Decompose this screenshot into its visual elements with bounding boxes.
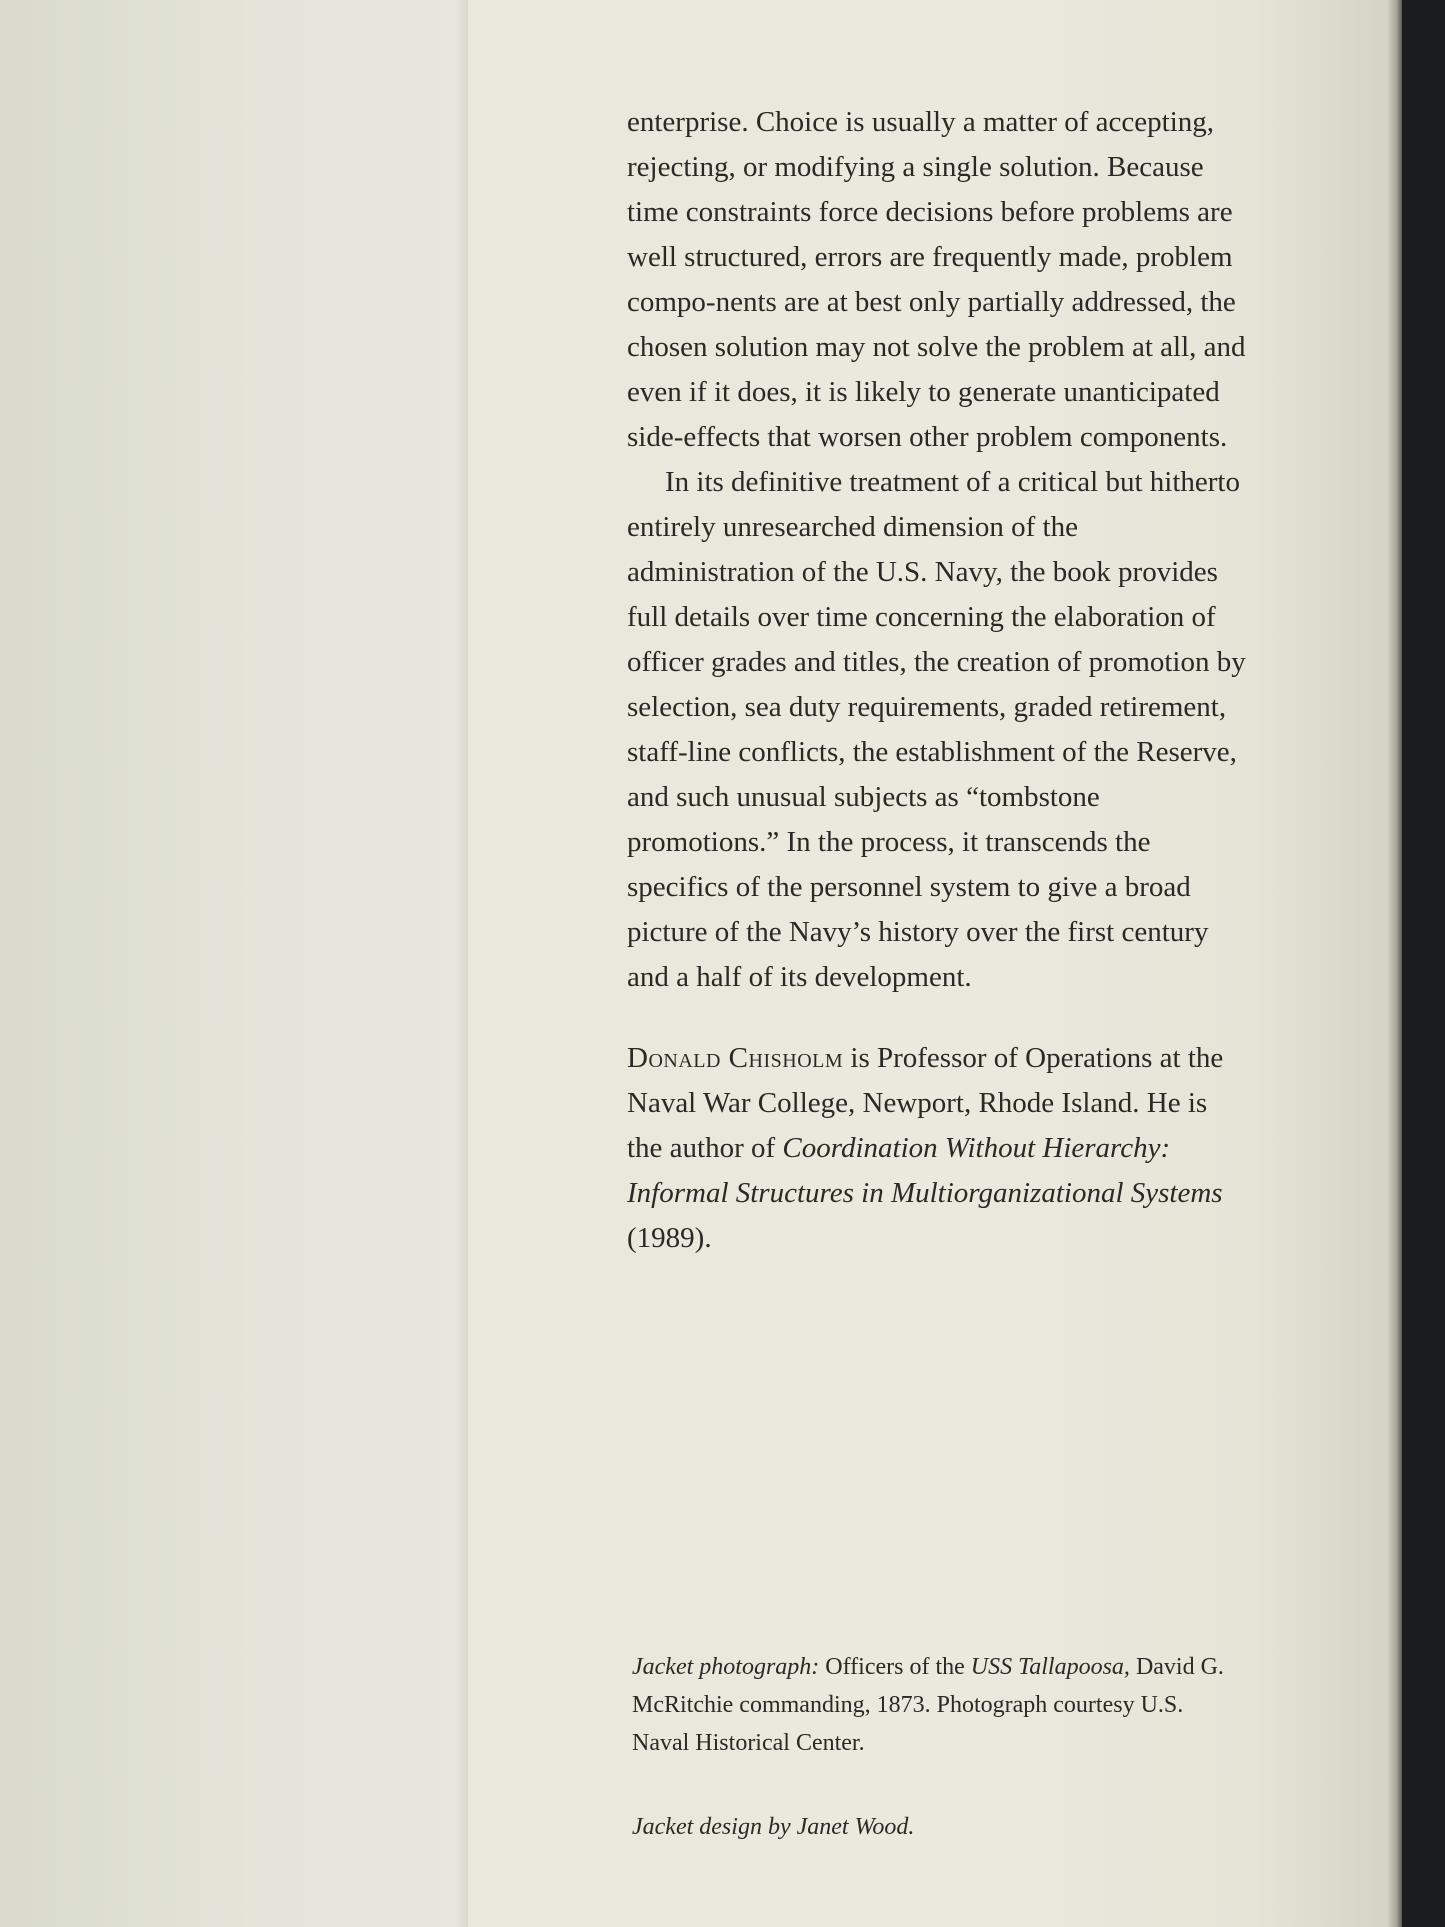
body-paragraph-1: enterprise. Choice is usually a matter of accepting, rejecting, or modifying a single solution. Because time constraints force decisions before problems are well structured, errors are frequently made, problem compo-nents are at best only partially addressed, the chosen solution may not solve the problem at all, and even if it does, it is likely to generate unanticipated side-effects that worsen other problem components. (627, 106, 1246, 453)
body-paragraph-2: In its definitive treatment of a critical but hitherto entirely unresearched dimension of the administration of the U.S. Navy, the book provides full details over time concerning the elaboration of officer grades and titles, the creation of promotion by selection, sea duty requirements, graded retirement, staff-line conflicts, the establishment of the Reserve, and such unusual subjects as “tombstone promotions.” In the process, it transcends the specifics of the personnel system to give a broad picture of the Navy’s history over the first century and a half of its development. (627, 466, 1246, 993)
author-bio (627, 1036, 1247, 1261)
photo-credit-text-2: David G. McRitchie commanding, 1873. Photograph courtesy U.S. Naval Historical Center. (632, 1654, 1224, 1756)
dark-cover-edge (1402, 0, 1445, 1927)
flap-text-column (627, 100, 1247, 1261)
left-page (0, 0, 468, 1927)
photo-credit-label: Jacket photograph: (632, 1654, 820, 1680)
design-credit: Jacket design by Janet Wood. (632, 1814, 915, 1840)
author-name: Donald Chisholm (627, 1042, 844, 1074)
jacket-credits (632, 1648, 1232, 1846)
spine-edge (1388, 0, 1402, 1927)
photo-credit (632, 1648, 1232, 1762)
photo-credit-text-1: Officers of the (819, 1654, 971, 1680)
bio-text-1: is Professor of Operations at the Naval War College, Newport, Rhode Island. He is the author of (627, 1042, 1224, 1164)
ship-name: USS Tallapoosa, (970, 1654, 1130, 1680)
previous-book-title: Coordination Without Hierarchy: Informal Structures in Multiorganizational Systems (627, 1132, 1223, 1209)
bio-text-2: (1989). (627, 1222, 712, 1254)
